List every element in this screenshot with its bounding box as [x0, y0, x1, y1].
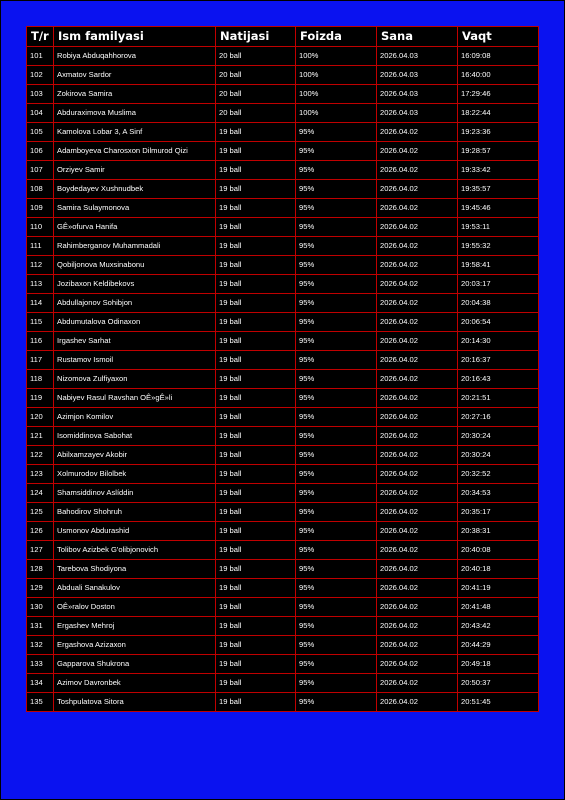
cell-date: 2026.04.02 — [377, 332, 458, 351]
cell-time: 20:40:18 — [458, 560, 539, 579]
cell-number: 119 — [27, 389, 54, 408]
cell-result: 19 ball — [216, 541, 296, 560]
cell-name: Boydedayev Xushnudbek — [54, 180, 216, 199]
cell-number: 132 — [27, 636, 54, 655]
cell-time: 20:51:45 — [458, 693, 539, 712]
cell-time: 19:33:42 — [458, 161, 539, 180]
cell-number: 115 — [27, 313, 54, 332]
cell-result: 19 ball — [216, 275, 296, 294]
cell-date: 2026.04.02 — [377, 389, 458, 408]
cell-percent: 95% — [296, 674, 377, 693]
cell-number: 101 — [27, 47, 54, 66]
cell-number: 130 — [27, 598, 54, 617]
cell-name: Qobiljonova Muxsinabonu — [54, 256, 216, 275]
cell-name: Rustamov Ismoil — [54, 351, 216, 370]
cell-name: Azimjon Komilov — [54, 408, 216, 427]
table-row — [27, 218, 539, 237]
cell-date: 2026.04.02 — [377, 313, 458, 332]
table-row — [27, 123, 539, 142]
cell-time: 20:49:18 — [458, 655, 539, 674]
table-row — [27, 503, 539, 522]
cell-date: 2026.04.02 — [377, 180, 458, 199]
cell-number: 117 — [27, 351, 54, 370]
cell-number: 106 — [27, 142, 54, 161]
cell-name: Rahimberganov Muhammadali — [54, 237, 216, 256]
cell-time: 19:28:57 — [458, 142, 539, 161]
cell-date: 2026.04.02 — [377, 161, 458, 180]
table-row — [27, 66, 539, 85]
cell-result: 19 ball — [216, 598, 296, 617]
cell-time: 20:30:24 — [458, 427, 539, 446]
cell-number: 129 — [27, 579, 54, 598]
cell-percent: 95% — [296, 275, 377, 294]
cell-date: 2026.04.02 — [377, 693, 458, 712]
cell-result: 19 ball — [216, 655, 296, 674]
cell-number: 133 — [27, 655, 54, 674]
header-name: Ism familyasi — [54, 27, 216, 47]
cell-result: 19 ball — [216, 674, 296, 693]
cell-name: Toshpulatova Sitora — [54, 693, 216, 712]
cell-date: 2026.04.02 — [377, 541, 458, 560]
cell-percent: 95% — [296, 465, 377, 484]
table-row — [27, 332, 539, 351]
header-number: T/r — [27, 27, 54, 47]
cell-date: 2026.04.02 — [377, 465, 458, 484]
table-body — [27, 47, 539, 712]
cell-name: Abilxamzayev Akobir — [54, 446, 216, 465]
cell-name: Shamsiddinov Aslíddin — [54, 484, 216, 503]
cell-result: 19 ball — [216, 427, 296, 446]
cell-name: Bahodirov Shohruh — [54, 503, 216, 522]
cell-time: 16:40:00 — [458, 66, 539, 85]
cell-number: 104 — [27, 104, 54, 123]
table-row — [27, 427, 539, 446]
table-row — [27, 522, 539, 541]
cell-name: Irgashev Sarhat — [54, 332, 216, 351]
cell-time: 20:06:54 — [458, 313, 539, 332]
table-row — [27, 104, 539, 123]
cell-result: 19 ball — [216, 389, 296, 408]
cell-time: 20:32:52 — [458, 465, 539, 484]
cell-time: 20:14:30 — [458, 332, 539, 351]
table-row — [27, 465, 539, 484]
cell-percent: 95% — [296, 503, 377, 522]
cell-percent: 95% — [296, 370, 377, 389]
cell-result: 19 ball — [216, 199, 296, 218]
cell-percent: 95% — [296, 598, 377, 617]
cell-date: 2026.04.02 — [377, 294, 458, 313]
table-row — [27, 199, 539, 218]
cell-number: 114 — [27, 294, 54, 313]
cell-time: 19:45:46 — [458, 199, 539, 218]
cell-date: 2026.04.03 — [377, 66, 458, 85]
cell-number: 120 — [27, 408, 54, 427]
cell-name: Gapparova Shukrona — [54, 655, 216, 674]
table-row — [27, 370, 539, 389]
cell-time: 20:38:31 — [458, 522, 539, 541]
cell-percent: 95% — [296, 142, 377, 161]
cell-result: 19 ball — [216, 503, 296, 522]
cell-time: 20:44:29 — [458, 636, 539, 655]
cell-date: 2026.04.02 — [377, 655, 458, 674]
cell-date: 2026.04.02 — [377, 617, 458, 636]
cell-number: 124 — [27, 484, 54, 503]
cell-result: 19 ball — [216, 560, 296, 579]
cell-time: 16:09:08 — [458, 47, 539, 66]
cell-date: 2026.04.02 — [377, 674, 458, 693]
cell-time: 20:03:17 — [458, 275, 539, 294]
cell-time: 19:55:32 — [458, 237, 539, 256]
cell-number: 110 — [27, 218, 54, 237]
cell-name: Ergashev Mehroj — [54, 617, 216, 636]
cell-percent: 95% — [296, 313, 377, 332]
cell-time: 20:27:16 — [458, 408, 539, 427]
cell-time: 20:30:24 — [458, 446, 539, 465]
cell-name: Tolibov Azizbek G'olibjonovich — [54, 541, 216, 560]
cell-result: 19 ball — [216, 237, 296, 256]
cell-result: 19 ball — [216, 180, 296, 199]
header-result: Natijasi — [216, 27, 296, 47]
cell-name: Ergashova Azizaxon — [54, 636, 216, 655]
table-row — [27, 351, 539, 370]
cell-result: 20 ball — [216, 104, 296, 123]
cell-date: 2026.04.03 — [377, 85, 458, 104]
cell-name: Abdumutalova Odinaxon — [54, 313, 216, 332]
cell-number: 127 — [27, 541, 54, 560]
cell-name: Usmonov Abdurashid — [54, 522, 216, 541]
cell-result: 19 ball — [216, 484, 296, 503]
cell-percent: 95% — [296, 351, 377, 370]
cell-percent: 95% — [296, 693, 377, 712]
cell-result: 19 ball — [216, 332, 296, 351]
cell-date: 2026.04.02 — [377, 370, 458, 389]
table-row — [27, 389, 539, 408]
cell-number: 134 — [27, 674, 54, 693]
cell-date: 2026.04.02 — [377, 408, 458, 427]
cell-percent: 95% — [296, 484, 377, 503]
cell-percent: 95% — [296, 199, 377, 218]
table-row — [27, 275, 539, 294]
cell-number: 116 — [27, 332, 54, 351]
table-row — [27, 655, 539, 674]
cell-name: Jozibaxon Keldibekovs — [54, 275, 216, 294]
cell-percent: 95% — [296, 332, 377, 351]
cell-result: 19 ball — [216, 161, 296, 180]
cell-date: 2026.04.02 — [377, 427, 458, 446]
header-time: Vaqt — [458, 27, 539, 47]
cell-date: 2026.04.02 — [377, 598, 458, 617]
cell-result: 19 ball — [216, 123, 296, 142]
header-percent: Foizda — [296, 27, 377, 47]
cell-result: 20 ball — [216, 66, 296, 85]
cell-percent: 95% — [296, 123, 377, 142]
cell-number: 102 — [27, 66, 54, 85]
cell-name: Samira Sulaymonova — [54, 199, 216, 218]
table-row — [27, 408, 539, 427]
cell-time: 19:58:41 — [458, 256, 539, 275]
cell-name: Adamboyeva Charosxon Dilmurod Qizi — [54, 142, 216, 161]
cell-percent: 95% — [296, 522, 377, 541]
table-row — [27, 598, 539, 617]
table-row — [27, 161, 539, 180]
cell-percent: 100% — [296, 104, 377, 123]
cell-name: Nizomova Zulfiyaxon — [54, 370, 216, 389]
cell-number: 121 — [27, 427, 54, 446]
cell-number: 118 — [27, 370, 54, 389]
cell-percent: 95% — [296, 408, 377, 427]
table-row — [27, 541, 539, 560]
results-table — [26, 26, 539, 712]
table-row — [27, 693, 539, 712]
cell-name: Tarebova Shodiyona — [54, 560, 216, 579]
cell-date: 2026.04.03 — [377, 47, 458, 66]
cell-time: 20:50:37 — [458, 674, 539, 693]
cell-time: 19:23:36 — [458, 123, 539, 142]
table-row — [27, 579, 539, 598]
cell-result: 19 ball — [216, 617, 296, 636]
table-row — [27, 237, 539, 256]
cell-time: 18:22:44 — [458, 104, 539, 123]
cell-number: 125 — [27, 503, 54, 522]
cell-date: 2026.04.02 — [377, 275, 458, 294]
cell-date: 2026.04.02 — [377, 579, 458, 598]
cell-result: 19 ball — [216, 636, 296, 655]
table-row — [27, 636, 539, 655]
cell-name: Xolmurodov Bilolbek — [54, 465, 216, 484]
cell-name: Abdullajonov Sohibjon — [54, 294, 216, 313]
cell-result: 20 ball — [216, 85, 296, 104]
header-row — [27, 27, 539, 47]
cell-percent: 95% — [296, 237, 377, 256]
cell-number: 105 — [27, 123, 54, 142]
cell-number: 109 — [27, 199, 54, 218]
cell-date: 2026.04.02 — [377, 199, 458, 218]
cell-date: 2026.04.02 — [377, 351, 458, 370]
cell-result: 19 ball — [216, 446, 296, 465]
cell-result: 19 ball — [216, 294, 296, 313]
cell-result: 20 ball — [216, 47, 296, 66]
cell-percent: 95% — [296, 655, 377, 674]
cell-number: 113 — [27, 275, 54, 294]
cell-result: 19 ball — [216, 579, 296, 598]
cell-number: 128 — [27, 560, 54, 579]
cell-number: 111 — [27, 237, 54, 256]
cell-name: Robiya Abduqahhorova — [54, 47, 216, 66]
cell-percent: 95% — [296, 541, 377, 560]
cell-result: 19 ball — [216, 218, 296, 237]
cell-name: GÊ»ofurva Hanifa — [54, 218, 216, 237]
cell-time: 20:41:48 — [458, 598, 539, 617]
cell-percent: 95% — [296, 636, 377, 655]
cell-date: 2026.04.02 — [377, 218, 458, 237]
cell-date: 2026.04.02 — [377, 503, 458, 522]
cell-number: 112 — [27, 256, 54, 275]
cell-name: OÊ»ralov Doston — [54, 598, 216, 617]
cell-date: 2026.04.03 — [377, 104, 458, 123]
cell-date: 2026.04.02 — [377, 522, 458, 541]
cell-number: 135 — [27, 693, 54, 712]
cell-date: 2026.04.02 — [377, 636, 458, 655]
cell-number: 103 — [27, 85, 54, 104]
cell-name: Zokirova Samira — [54, 85, 216, 104]
cell-percent: 95% — [296, 427, 377, 446]
cell-result: 19 ball — [216, 351, 296, 370]
cell-time: 20:04:38 — [458, 294, 539, 313]
cell-result: 19 ball — [216, 522, 296, 541]
cell-time: 20:16:43 — [458, 370, 539, 389]
cell-percent: 95% — [296, 617, 377, 636]
cell-name: Nabiyev Rasul Ravshan OÊ»gÊ»li — [54, 389, 216, 408]
cell-percent: 95% — [296, 180, 377, 199]
table-row — [27, 85, 539, 104]
cell-result: 19 ball — [216, 313, 296, 332]
cell-date: 2026.04.02 — [377, 560, 458, 579]
cell-percent: 95% — [296, 446, 377, 465]
cell-number: 131 — [27, 617, 54, 636]
cell-percent: 95% — [296, 560, 377, 579]
table-row — [27, 313, 539, 332]
table-row — [27, 446, 539, 465]
cell-time: 17:29:46 — [458, 85, 539, 104]
table-row — [27, 294, 539, 313]
cell-percent: 95% — [296, 294, 377, 313]
cell-name: Isomiddinova Sabohat — [54, 427, 216, 446]
cell-number: 122 — [27, 446, 54, 465]
cell-name: Axmatov Sardor — [54, 66, 216, 85]
cell-date: 2026.04.02 — [377, 446, 458, 465]
cell-result: 19 ball — [216, 256, 296, 275]
cell-result: 19 ball — [216, 370, 296, 389]
cell-percent: 95% — [296, 579, 377, 598]
cell-result: 19 ball — [216, 142, 296, 161]
cell-percent: 95% — [296, 161, 377, 180]
cell-time: 20:16:37 — [458, 351, 539, 370]
cell-number: 108 — [27, 180, 54, 199]
cell-date: 2026.04.02 — [377, 123, 458, 142]
table-row — [27, 256, 539, 275]
table-row — [27, 142, 539, 161]
cell-name: Kamolova Lobar 3, A Sinf — [54, 123, 216, 142]
table-row — [27, 180, 539, 199]
cell-time: 20:35:17 — [458, 503, 539, 522]
table-row — [27, 617, 539, 636]
cell-date: 2026.04.02 — [377, 256, 458, 275]
cell-date: 2026.04.02 — [377, 237, 458, 256]
cell-result: 19 ball — [216, 408, 296, 427]
cell-time: 19:53:11 — [458, 218, 539, 237]
cell-result: 19 ball — [216, 465, 296, 484]
cell-number: 123 — [27, 465, 54, 484]
cell-percent: 100% — [296, 47, 377, 66]
table-row — [27, 484, 539, 503]
table-row — [27, 47, 539, 66]
table-row — [27, 674, 539, 693]
cell-time: 20:40:08 — [458, 541, 539, 560]
cell-name: Azimov Davronbek — [54, 674, 216, 693]
cell-time: 19:35:57 — [458, 180, 539, 199]
cell-time: 20:41:19 — [458, 579, 539, 598]
header-date: Sana — [377, 27, 458, 47]
cell-name: Abduali Sanakulov — [54, 579, 216, 598]
cell-date: 2026.04.02 — [377, 142, 458, 161]
cell-percent: 95% — [296, 218, 377, 237]
cell-percent: 95% — [296, 256, 377, 275]
cell-percent: 100% — [296, 66, 377, 85]
cell-percent: 95% — [296, 389, 377, 408]
cell-number: 126 — [27, 522, 54, 541]
table-row — [27, 560, 539, 579]
cell-percent: 100% — [296, 85, 377, 104]
cell-number: 107 — [27, 161, 54, 180]
cell-date: 2026.04.02 — [377, 484, 458, 503]
cell-time: 20:21:51 — [458, 389, 539, 408]
cell-name: Orziyev Samir — [54, 161, 216, 180]
cell-result: 19 ball — [216, 693, 296, 712]
cell-time: 20:43:42 — [458, 617, 539, 636]
cell-time: 20:34:53 — [458, 484, 539, 503]
cell-name: Abduraximova Muslima — [54, 104, 216, 123]
